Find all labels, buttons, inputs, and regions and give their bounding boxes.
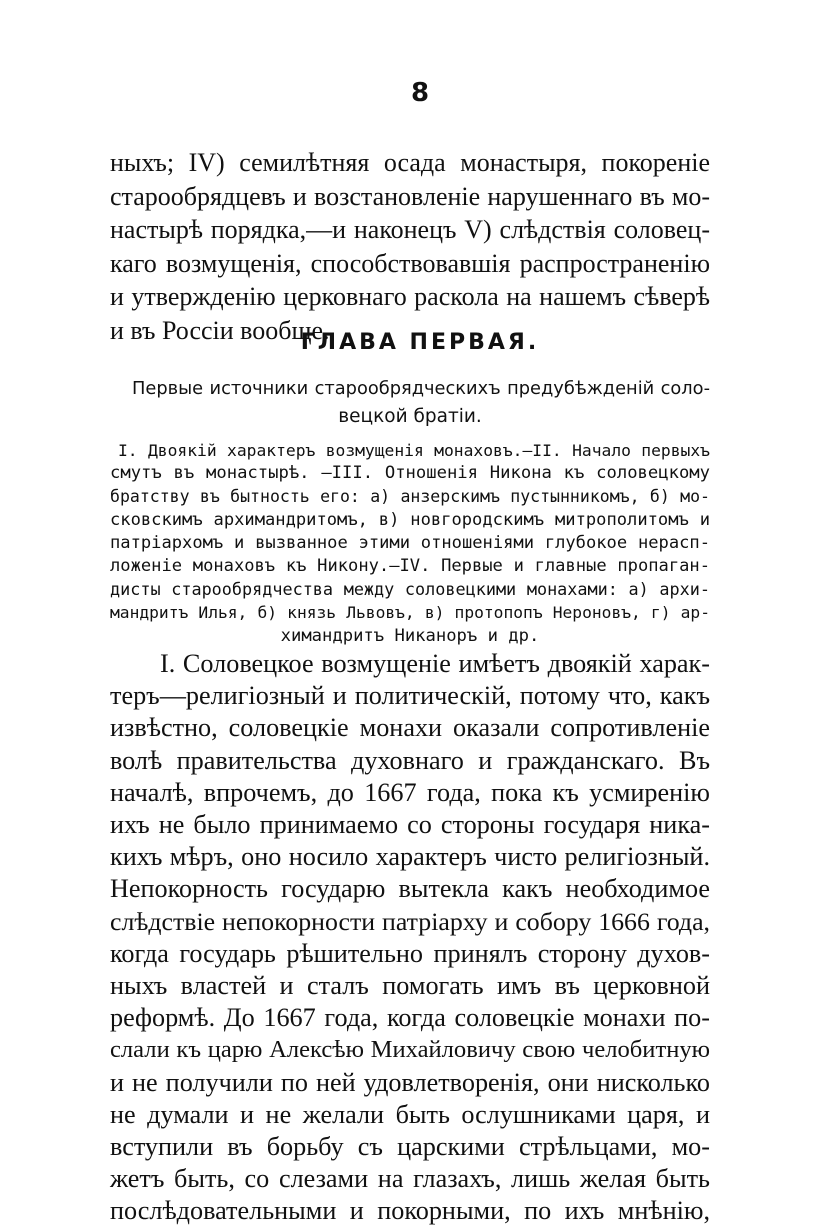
summary-line: I. Двоякій характеръ возмущенія монаховъ.—II. Начало первыхъ [118,441,710,460]
chapter-title: ГЛАВА ПЕРВАЯ. [300,330,540,355]
subtitle-line: Первые источники старообрядческихъ предубѣжденій соло- [132,378,710,399]
text-line: настырѣ порядка,—и наконецъ V) слѣдствія соловец- [110,215,710,244]
text-line: и въ Россіи вообще. [110,315,330,345]
text-line: началѣ, впрочемъ, до 1667 года, пока къ усмиренію [110,777,710,807]
text-line: слѣдствіе непокорности патріарху и собору 1666 года, [110,906,710,936]
text-line: не думали и не желали быть ослушниками царя, и [110,1099,710,1129]
text-line: когда государь рѣшительно принялъ сторону духов- [110,938,710,968]
body-paragraph [110,648,710,1228]
text-line: слали къ царю Алексѣю Михайловичу свою челобитную [110,1036,710,1064]
summary-line: патріархомъ и вызванное этими отношеніями глубокое нерасп- [110,532,710,553]
text-line: ихъ не было принимаемо со стороны государя ника- [110,810,710,840]
summary-line: мандритъ Илья, б) князь Львовъ, в) протопопъ Нероновъ, г) ар- [110,603,710,623]
chapter-subtitle [110,375,710,431]
text-line: вступили въ борьбу съ царскими стрѣльцами, мо- [110,1132,710,1162]
page-number: 8 [410,78,430,108]
summary-line: братству въ бытность его: а) анзерскимъ пустынникомъ, б) мо- [110,487,710,507]
text-line: ныхъ; IV) семилѣтняя осада монастыря, покореніе [110,148,710,177]
chapter-summary [110,439,710,648]
text-line: реформѣ. До 1667 года, когда соловецкіе монахи по- [110,1003,710,1033]
text-line: и не получили по ней удовлетворенія, они нисколько [110,1067,710,1097]
text-line: и утвержденію церковнаго раскола на нашемъ сѣверѣ [110,282,710,311]
subtitle-line: вецкой братіи. [338,406,482,427]
summary-line: ложеніе монаховъ къ Никону.—IV. Первые и главные пропаган- [110,556,710,577]
summary-line: химандритъ Никаноръ и др. [280,625,540,646]
text-line: I. Соловецкое возмущеніе имѣетъ двоякій харак- [160,649,710,678]
summary-line: смутъ въ монастырѣ. —III. Отношенія Никона къ соловецкому [110,463,710,484]
text-line: каго возмущенія, способствовавшія распространенію [110,248,710,278]
text-line: извѣстно, соловецкіе монахи оказали сопротивленіе [110,713,710,743]
summary-line: дисты старообрядчества между соловецкими монахами: а) архи- [110,579,710,600]
text-line: Непокорность государю вытекла какъ необходимое [110,874,710,904]
text-line: кихъ мѣръ, оно носило характеръ чисто религіозный. [110,842,710,872]
text-line: волѣ правительства духовнаго и гражданскаго. Въ [110,745,710,775]
summary-line: сковскимъ архимандритомъ, в) новгородскимъ митрополитомъ и [110,509,710,530]
text-line: послѣдовательными и покорными, по ихъ мнѣнію, [110,1196,710,1226]
intro-paragraph [110,146,710,347]
text-line: старообрядцевъ и возстановленіе нарушеннаго въ мо- [110,181,710,211]
text-line: теръ—религіозный и политическій, потому что, какъ [110,681,710,711]
text-line: ныхъ властей и сталъ помогать имъ въ церковной [110,971,710,1001]
text-line: жетъ быть, со слезами на глазахъ, лишь желая быть [110,1164,710,1194]
